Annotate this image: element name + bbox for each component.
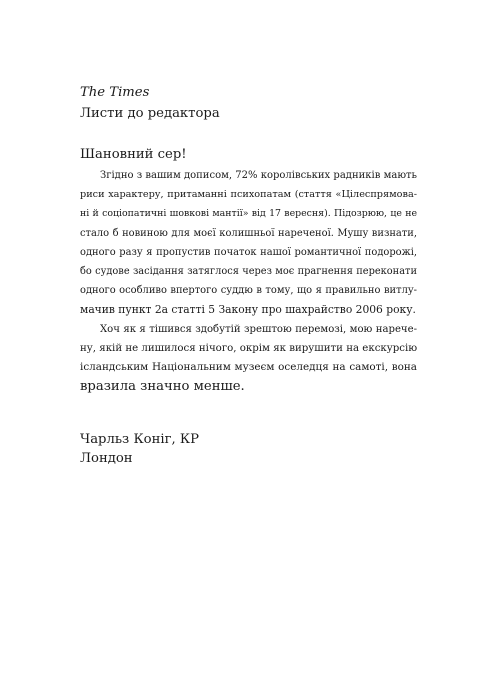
letter-body — [80, 166, 417, 396]
paragraph-line: бо судове засідання затяглося через моє прагнення переконати — [80, 266, 417, 278]
paragraph-line: вразила значно менше. — [80, 379, 245, 395]
paragraph-line: ну, якій не лишилося нічого, окрім як вирушити на екскурсію — [80, 342, 418, 354]
signature-city: Лондон — [80, 451, 133, 466]
paragraph-line: одного особливо впертого суддю в тому, що я правильно витлу- — [80, 285, 417, 297]
paragraph-line: одного разу я пропустив початок нашої романтичної подорожі, — [80, 246, 417, 258]
paragraph-line: ісландським Національним музеєм оселедця на самоті, вона — [80, 361, 417, 374]
paragraph-line: Згідно з вашим дописом, 72% королівських радників мають — [100, 170, 417, 181]
signature-name: Чарльз Коніг, КР — [80, 432, 199, 447]
paragraph-line: риси характеру, притаманні психопатам (стаття «Цілеспрямова- — [80, 189, 417, 201]
section-title: Листи до редактора — [80, 106, 220, 121]
paragraph-line: Хоч як я тішився здобутій зрештою перемозі, мою нарече- — [100, 323, 417, 335]
paragraph-line: мачив пункт 2a статті 5 Закону про шахрайство 2006 року. — [80, 303, 416, 317]
paragraph-1 — [80, 166, 417, 320]
salutation: Шановний сер! — [80, 147, 187, 162]
paragraph-2 — [80, 320, 417, 397]
paragraph-line: ні й соціопатичні шовкові мантії» від 17 вересня). Підозрюю, це не — [80, 208, 417, 220]
publication-name: The Times — [80, 85, 150, 100]
paragraph-line: стало б новиною для моєї колишньої нареченої. Мушу визнати, — [80, 227, 417, 239]
